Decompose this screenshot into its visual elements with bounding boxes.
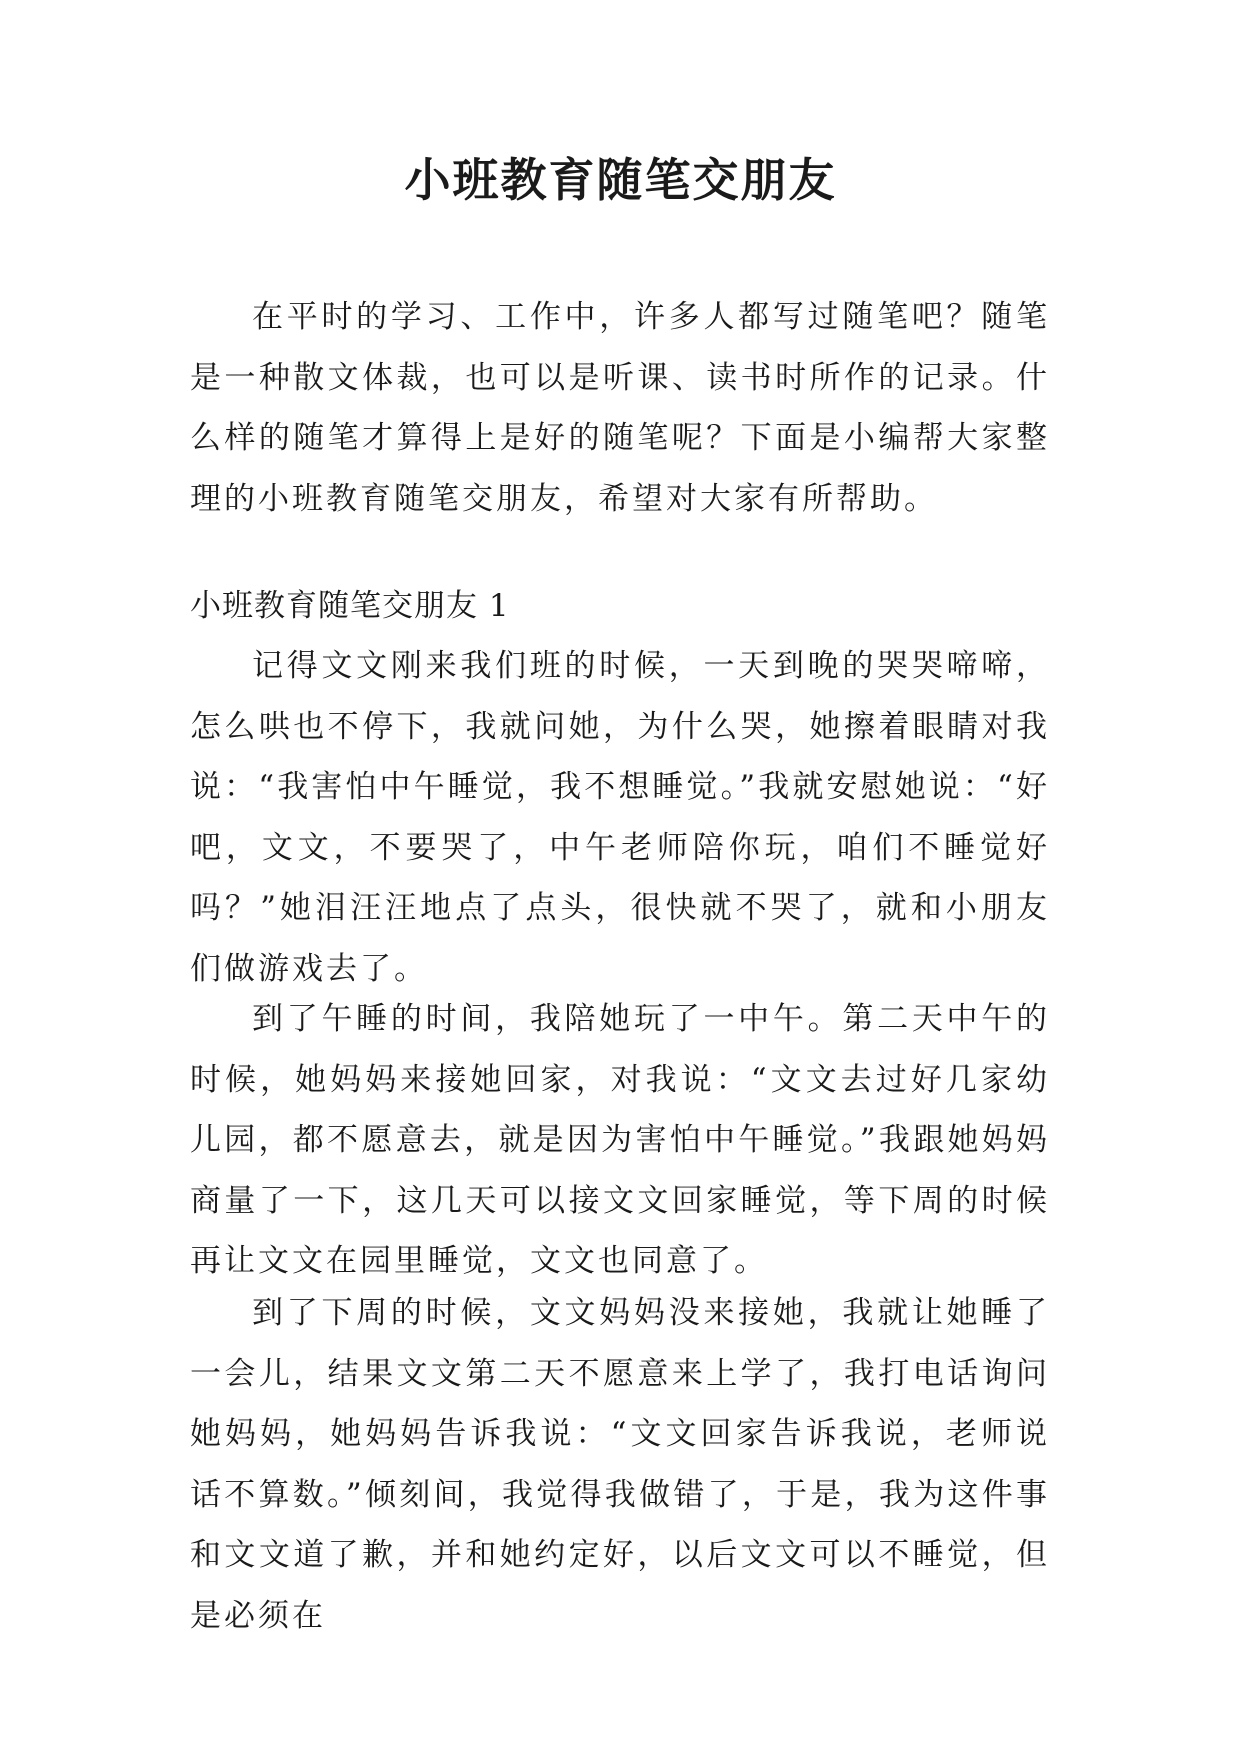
- section-heading: 小班教育随笔交朋友 1: [190, 588, 510, 624]
- body-paragraph: 到了午睡的时间，我陪她玩了一中午。第二天中午的时候，她妈妈来接她回家，对我说：“文文去过好几家幼儿园，都不愿意去，就是因为害怕中午睡觉。”我跟她妈妈商量了一下，这几天可以接文文回家睡觉，等下周的时候再让文文在园里睡觉，文文也同意了。: [190, 1001, 1050, 1279]
- document-title: 小班教育随笔交朋友: [404, 153, 837, 207]
- body-paragraph: 记得文文刚来我们班的时候，一天到晚的哭哭啼啼，怎么哄也不停下，我就问她，为什么哭，她擦着眼睛对我说：“我害怕中午睡觉，我不想睡觉。”我就安慰她说：“好吧，文文，不要哭了，中午老师陪你玩，咱们不睡觉好吗？”她泪汪汪地点了点头，很快就不哭了，就和小朋友们做游戏去了。: [190, 648, 1050, 987]
- intro-paragraph: 在平时的学习、工作中，许多人都写过随笔吧？随笔是一种散文体裁，也可以是听课、读书时所作的记录。什么样的随笔才算得上是好的随笔呢？下面是小编帮大家整理的小班教育随笔交朋友，希望对大家有所帮助。: [190, 299, 1050, 517]
- body-paragraph: 到了下周的时候，文文妈妈没来接她，我就让她睡了一会儿，结果文文第二天不愿意来上学了，我打电话询问她妈妈，她妈妈告诉我说：“文文回家告诉我说，老师说话不算数。”倾刻间，我觉得我做错了，于是，我为这件事和文文道了歉，并和她约定好，以后文文可以不睡觉，但是必须在: [190, 1295, 1050, 1634]
